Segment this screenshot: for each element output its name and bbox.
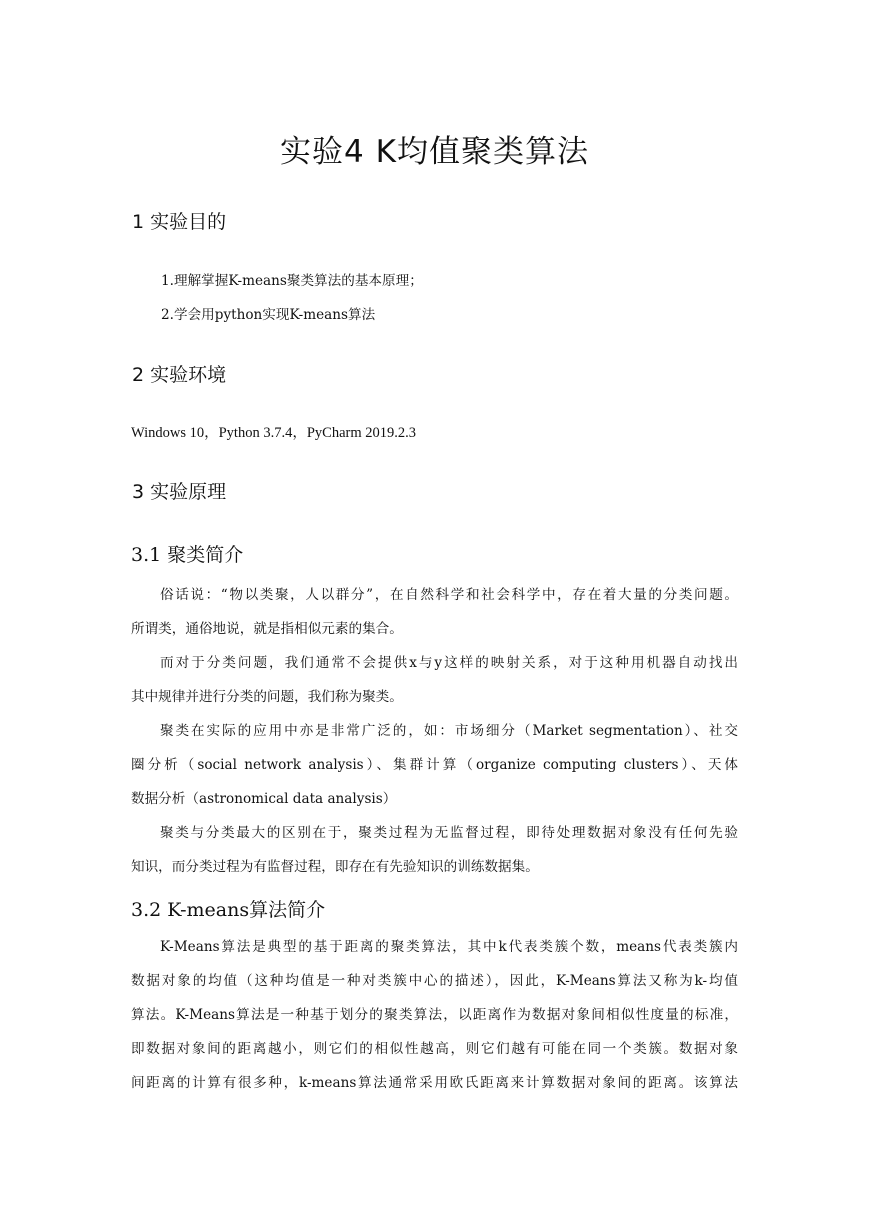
environment-text: Windows 10，Python 3.7.4，PyCharm 2019.2.3 — [131, 425, 416, 441]
paragraph-line: 其中规律并进行分类的问题，我们称为聚类。 — [131, 689, 403, 705]
document-title: 实验4 K均值聚类算法 — [280, 134, 589, 170]
section-heading-principles: 3 实验原理 — [132, 481, 227, 503]
paragraph-line: 数据分析（astronomical data analysis） — [131, 791, 397, 807]
section-heading-objectives: 1 实验目的 — [132, 211, 227, 233]
objective-item-2: 2.学会用python实现K-means算法 — [161, 307, 376, 323]
objective-item-1: 1.理解掌握K-means聚类算法的基本原理； — [161, 273, 423, 289]
paragraph-line: 所谓类，通俗地说，就是指相似元素的集合。 — [131, 621, 403, 637]
paragraph-line: 算法。K-Means算法是一种基于划分的聚类算法，以距离作为数据对象间相似性度量的标准， — [131, 1007, 738, 1023]
paragraph-line: 而对于分类问题，我们通常不会提供x与y这样的映射关系，对于这种用机器自动找出 — [160, 655, 738, 671]
section-heading-environment: 2 实验环境 — [132, 364, 227, 386]
subsection-heading-clustering-intro: 3.1 聚类简介 — [131, 544, 244, 566]
paragraph-line: 即数据对象间的距离越小，则它们的相似性越高，则它们越有可能在同一个类簇。数据对象 — [131, 1041, 738, 1057]
paragraph-line: 知识，而分类过程为有监督过程，即存在有先验知识的训练数据集。 — [131, 859, 539, 875]
paragraph-line: 聚类与分类最大的区别在于，聚类过程为无监督过程，即待处理数据对象没有任何先验 — [160, 825, 738, 841]
paragraph-line: 圈分析（social network analysis）、集群计算（organize computing clusters）、天体 — [131, 757, 738, 773]
paragraph-line: K-Means算法是典型的基于距离的聚类算法，其中k代表类簇个数，means代表类簇内 — [160, 939, 738, 955]
subsection-heading-kmeans-intro: 3.2 K-means算法简介 — [131, 899, 326, 921]
paragraph-line: 间距离的计算有很多种，k-means算法通常采用欧氏距离来计算数据对象间的距离。该算法 — [131, 1075, 738, 1091]
paragraph-line: 聚类在实际的应用中亦是非常广泛的，如：市场细分（Market segmentation）、社交 — [160, 723, 738, 739]
paragraph-line: 数据对象的均值（这种均值是一种对类簇中心的描述），因此，K-Means算法又称为k-均值 — [131, 973, 738, 989]
paragraph-line: 俗话说：“物以类聚，人以群分”，在自然科学和社会科学中，存在着大量的分类问题。 — [160, 587, 738, 603]
